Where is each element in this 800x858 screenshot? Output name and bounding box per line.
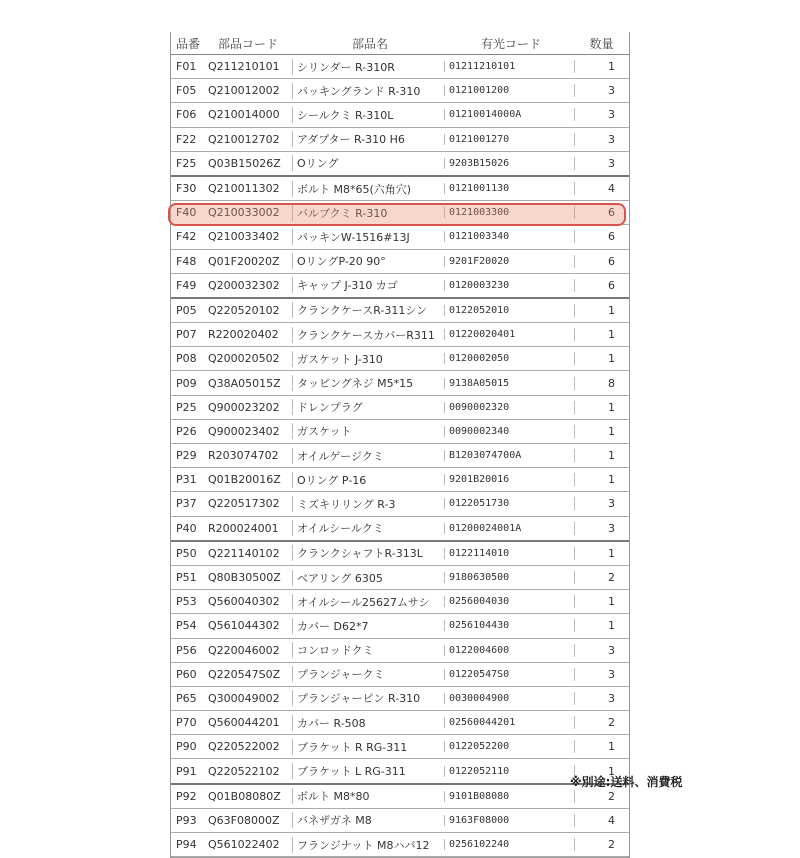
table-header bbox=[171, 32, 629, 55]
part-no: P08 bbox=[176, 352, 197, 366]
part-name: キャップ J-310 カゴ bbox=[292, 277, 444, 293]
part-no: P31 bbox=[176, 473, 197, 487]
part-code: Q221140102 bbox=[208, 546, 280, 560]
part-no: P54 bbox=[176, 619, 197, 633]
table-row bbox=[171, 444, 629, 468]
yukou-code: 01211210101 bbox=[444, 61, 574, 72]
part-code: Q01F20020Z bbox=[208, 254, 280, 268]
quantity: 3 bbox=[574, 497, 629, 510]
yukou-code: 0122004600 bbox=[444, 645, 574, 656]
table-row bbox=[171, 225, 629, 249]
part-no: P51 bbox=[176, 571, 197, 585]
table-body bbox=[171, 55, 629, 857]
part-name: Oリング P-16 bbox=[292, 472, 444, 488]
quantity: 1 bbox=[574, 401, 629, 414]
table-row bbox=[171, 347, 629, 371]
header-name: 部品名 bbox=[351, 36, 388, 51]
part-code: Q210033402 bbox=[208, 230, 280, 244]
table-row bbox=[171, 517, 629, 542]
part-no: F30 bbox=[176, 182, 197, 196]
header-qty: 数量 bbox=[589, 36, 614, 51]
quantity: 6 bbox=[574, 279, 629, 292]
part-code: Q38A05015Z bbox=[208, 376, 281, 390]
table-row bbox=[171, 735, 629, 759]
part-name: タッピングネジ M5*15 bbox=[292, 375, 444, 391]
quantity: 2 bbox=[574, 838, 629, 851]
yukou-code: 0122052200 bbox=[444, 741, 574, 752]
yukou-code: 9138A05015 bbox=[444, 378, 574, 389]
part-name: ボルト M8*65(六角穴) bbox=[292, 181, 444, 197]
quantity: 4 bbox=[574, 814, 629, 827]
part-code: Q220517302 bbox=[208, 497, 280, 511]
quantity: 3 bbox=[574, 108, 629, 121]
yukou-code: 01220020401 bbox=[444, 329, 574, 340]
part-no: P91 bbox=[176, 764, 197, 778]
table-row bbox=[171, 323, 629, 347]
quantity: 6 bbox=[574, 255, 629, 268]
part-name: ガスケット J-310 bbox=[292, 351, 444, 367]
part-name: カバー D62*7 bbox=[292, 618, 444, 634]
part-name: クランクケースR-311シン bbox=[292, 302, 444, 318]
yukou-code: 01220547S0 bbox=[444, 669, 574, 680]
part-no: P37 bbox=[176, 497, 197, 511]
part-no: P90 bbox=[176, 740, 197, 754]
quantity: 6 bbox=[574, 206, 629, 219]
part-no: P60 bbox=[176, 667, 197, 681]
part-code: Q561044302 bbox=[208, 619, 280, 633]
quantity: 1 bbox=[574, 547, 629, 560]
part-code: Q63F08000Z bbox=[208, 813, 280, 827]
part-name: プランジャーピン R-310 bbox=[292, 690, 444, 706]
yukou-code: 9201F20020 bbox=[444, 256, 574, 267]
quantity: 1 bbox=[574, 304, 629, 317]
part-name: パッキングランド R-310 bbox=[292, 83, 444, 99]
quantity: 1 bbox=[574, 595, 629, 608]
part-code: R203074702 bbox=[208, 449, 279, 463]
part-no: P05 bbox=[176, 303, 197, 317]
part-code: Q220520102 bbox=[208, 303, 280, 317]
part-no: F48 bbox=[176, 254, 197, 268]
part-name: カバー R-508 bbox=[292, 715, 444, 731]
table-row bbox=[171, 396, 629, 420]
yukou-code: 0256004030 bbox=[444, 596, 574, 607]
yukou-code: 9201B20016 bbox=[444, 474, 574, 485]
part-name: プランジャークミ bbox=[292, 666, 444, 682]
yukou-code: 02560044201 bbox=[444, 717, 574, 728]
header-code: 部品コード bbox=[218, 36, 279, 51]
part-code: Q560040302 bbox=[208, 595, 280, 609]
part-code: R200024001 bbox=[208, 521, 279, 535]
part-name: シールクミ R-310L bbox=[292, 107, 444, 123]
table-row bbox=[171, 420, 629, 444]
quantity: 1 bbox=[574, 619, 629, 632]
yukou-code: 01210014000A bbox=[444, 109, 574, 120]
part-name: ミズキリリング R-3 bbox=[292, 496, 444, 512]
part-no: P40 bbox=[176, 521, 197, 535]
quantity: 1 bbox=[574, 328, 629, 341]
yukou-code: 0122114010 bbox=[444, 548, 574, 559]
yukou-code: 0090002340 bbox=[444, 426, 574, 437]
part-code: Q210033002 bbox=[208, 206, 280, 220]
table-row bbox=[171, 468, 629, 492]
part-code: Q01B08080Z bbox=[208, 789, 281, 803]
part-code: Q220522002 bbox=[208, 740, 280, 754]
header-yukou-code: 有光コード bbox=[480, 36, 541, 51]
table-row bbox=[171, 785, 629, 809]
quantity: 1 bbox=[574, 60, 629, 73]
part-name: アダプター R-310 H6 bbox=[292, 131, 444, 147]
yukou-code: 0122052010 bbox=[444, 305, 574, 316]
yukou-code: 0121003300 bbox=[444, 207, 574, 218]
quantity: 6 bbox=[574, 230, 629, 243]
quantity: 3 bbox=[574, 692, 629, 705]
quantity: 8 bbox=[574, 377, 629, 390]
yukou-code: B1203074700A bbox=[444, 450, 574, 461]
part-code: Q211210101 bbox=[208, 60, 280, 74]
table-row bbox=[171, 687, 629, 711]
yukou-code: 9101B08080 bbox=[444, 791, 574, 802]
table-row bbox=[171, 299, 629, 323]
part-no: P65 bbox=[176, 691, 197, 705]
highlight-box bbox=[168, 203, 626, 226]
part-code: Q200020502 bbox=[208, 352, 280, 366]
part-name: ブラケット L RG-311 bbox=[292, 763, 444, 779]
part-name: ガスケット bbox=[292, 423, 444, 439]
part-no: P50 bbox=[176, 546, 197, 560]
table-row bbox=[171, 590, 629, 614]
table-row bbox=[171, 566, 629, 590]
quantity: 4 bbox=[574, 182, 629, 195]
part-no: P29 bbox=[176, 449, 197, 463]
part-code: Q220522102 bbox=[208, 764, 280, 778]
part-no: P25 bbox=[176, 400, 197, 414]
part-code: Q01B20016Z bbox=[208, 473, 281, 487]
quantity: 1 bbox=[574, 352, 629, 365]
table-row bbox=[171, 250, 629, 274]
quantity: 3 bbox=[574, 157, 629, 170]
yukou-code: 0030004900 bbox=[444, 693, 574, 704]
part-no: F42 bbox=[176, 230, 197, 244]
part-no: F01 bbox=[176, 60, 197, 74]
yukou-code: 9163F08000 bbox=[444, 815, 574, 826]
table-row bbox=[171, 79, 629, 103]
parts-table bbox=[170, 32, 630, 858]
table-row bbox=[171, 152, 629, 177]
part-name: フランジナット M8ハバ12 bbox=[292, 837, 444, 853]
part-no: P07 bbox=[176, 328, 197, 342]
table-row bbox=[171, 639, 629, 663]
part-name: クランクケースカバーR311 bbox=[292, 327, 444, 343]
part-no: F06 bbox=[176, 108, 197, 122]
part-code: Q210014000 bbox=[208, 108, 280, 122]
yukou-code: 0256102240 bbox=[444, 839, 574, 850]
part-code: Q900023402 bbox=[208, 424, 280, 438]
yukou-code: 0122052110 bbox=[444, 766, 574, 777]
part-no: P53 bbox=[176, 595, 197, 609]
part-no: P26 bbox=[176, 424, 197, 438]
part-name: ベアリング 6305 bbox=[292, 570, 444, 586]
part-code: R220020402 bbox=[208, 328, 279, 342]
part-code: Q210012002 bbox=[208, 84, 280, 98]
table-row bbox=[171, 542, 629, 566]
part-no: F05 bbox=[176, 84, 197, 98]
quantity: 1 bbox=[574, 765, 629, 778]
part-code: Q560044201 bbox=[208, 716, 280, 730]
table-row bbox=[171, 711, 629, 735]
yukou-code: 0121001270 bbox=[444, 134, 574, 145]
yukou-code: 0121001130 bbox=[444, 183, 574, 194]
part-code: Q210011302 bbox=[208, 182, 280, 196]
part-code: Q200032302 bbox=[208, 278, 280, 292]
part-code: Q300049002 bbox=[208, 691, 280, 705]
yukou-code: 0256104430 bbox=[444, 620, 574, 631]
part-no: P94 bbox=[176, 838, 197, 852]
part-name: オイルシール25627ムサシ bbox=[292, 594, 444, 610]
part-no: P56 bbox=[176, 643, 197, 657]
part-name: オイルゲージクミ bbox=[292, 448, 444, 464]
quantity: 3 bbox=[574, 522, 629, 535]
part-no: P09 bbox=[176, 376, 197, 390]
table-row bbox=[171, 371, 629, 395]
table-row bbox=[171, 274, 629, 299]
part-no: F40 bbox=[176, 206, 197, 220]
part-name: OリングP-20 90° bbox=[292, 253, 444, 269]
part-name: ドレンプラグ bbox=[292, 399, 444, 415]
yukou-code: 9180630500 bbox=[444, 572, 574, 583]
quantity: 1 bbox=[574, 740, 629, 753]
quantity: 1 bbox=[574, 425, 629, 438]
part-name: ブラケット R RG-311 bbox=[292, 739, 444, 755]
quantity: 2 bbox=[574, 716, 629, 729]
part-name: ボルト M8*80 bbox=[292, 788, 444, 804]
table-row bbox=[171, 128, 629, 152]
part-code: Q220046002 bbox=[208, 643, 280, 657]
table-row bbox=[171, 759, 629, 784]
yukou-code: 9203B15026 bbox=[444, 158, 574, 169]
header-no: 品番 bbox=[176, 36, 201, 51]
table-row bbox=[171, 177, 629, 201]
part-name: Oリング bbox=[292, 155, 444, 171]
part-no: F25 bbox=[176, 156, 197, 170]
quantity: 2 bbox=[574, 571, 629, 584]
quantity: 3 bbox=[574, 668, 629, 681]
table-row bbox=[171, 614, 629, 638]
part-code: Q561022402 bbox=[208, 838, 280, 852]
part-no: P93 bbox=[176, 813, 197, 827]
table-row bbox=[171, 833, 629, 857]
table-row bbox=[171, 492, 629, 516]
part-code: Q03B15026Z bbox=[208, 156, 281, 170]
part-code: Q900023202 bbox=[208, 400, 280, 414]
part-name: バネザガネ M8 bbox=[292, 812, 444, 828]
table-row bbox=[171, 103, 629, 127]
part-name: パッキンW-1516#13J bbox=[292, 229, 444, 245]
yukou-code: 0121001200 bbox=[444, 85, 574, 96]
part-no: F49 bbox=[176, 278, 197, 292]
yukou-code: 0120002050 bbox=[444, 353, 574, 364]
part-no: P70 bbox=[176, 716, 197, 730]
part-name: コンロッドクミ bbox=[292, 642, 444, 658]
part-no: F22 bbox=[176, 132, 197, 146]
yukou-code: 0120003230 bbox=[444, 280, 574, 291]
table-row bbox=[171, 663, 629, 687]
quantity: 1 bbox=[574, 449, 629, 462]
yukou-code: 0090002320 bbox=[444, 402, 574, 413]
part-name: オイルシールクミ bbox=[292, 520, 444, 536]
quantity: 1 bbox=[574, 473, 629, 486]
yukou-code: 0122051730 bbox=[444, 498, 574, 509]
part-name: クランクシャフトR-313L bbox=[292, 545, 444, 561]
part-name: バルブクミ R-310 bbox=[292, 205, 444, 221]
part-code: Q80B30500Z bbox=[208, 571, 281, 585]
table-row bbox=[171, 55, 629, 79]
quantity: 3 bbox=[574, 644, 629, 657]
quantity: 2 bbox=[574, 790, 629, 803]
part-code: Q220547S0Z bbox=[208, 667, 281, 681]
quantity: 3 bbox=[574, 84, 629, 97]
quantity: 3 bbox=[574, 133, 629, 146]
part-code: Q210012702 bbox=[208, 132, 280, 146]
table-row bbox=[171, 809, 629, 833]
yukou-code: 01200024001A bbox=[444, 523, 574, 534]
part-no: P92 bbox=[176, 789, 197, 803]
part-name: シリンダー R-310R bbox=[292, 59, 444, 75]
yukou-code: 0121003340 bbox=[444, 231, 574, 242]
shipping-note: ※別途:送料、消費税 bbox=[570, 775, 683, 789]
